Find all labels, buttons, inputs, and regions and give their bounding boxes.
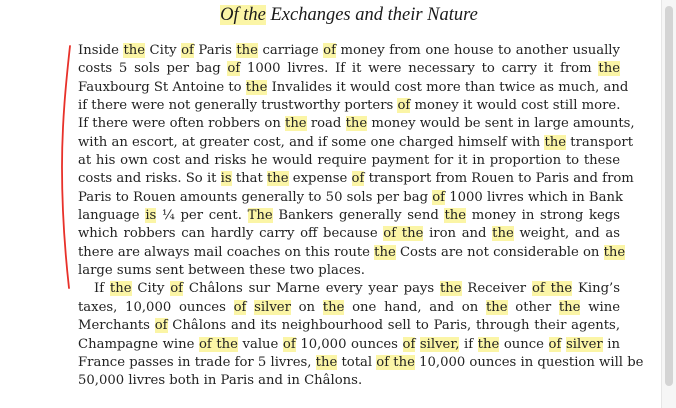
text-run: transport from Rouen to Paris and from bbox=[364, 171, 634, 187]
text-run: value bbox=[237, 336, 283, 352]
highlighted-word: of bbox=[282, 336, 296, 352]
text-line bbox=[78, 225, 620, 243]
text-run: with an escort, at greater cost, and if some one charged himself with bbox=[78, 134, 545, 150]
highlighted-word: silver, bbox=[419, 336, 460, 352]
annotation-stroke bbox=[62, 46, 70, 288]
text-run: large sums sent between these two places. bbox=[78, 263, 365, 279]
text-run: If bbox=[94, 281, 110, 297]
highlighted-word: the bbox=[444, 208, 467, 224]
text-run: 50,000 livres both in Paris and in Châlons. bbox=[78, 373, 363, 389]
highlighted-word: of bbox=[397, 98, 411, 114]
text-run: total bbox=[337, 354, 377, 370]
text-run: Châlons and its neighbourhood sell to Paris, through their agents, bbox=[167, 318, 621, 334]
text-run: road bbox=[306, 116, 346, 132]
highlighted-word: of bbox=[233, 299, 247, 315]
highlighted-word: of the bbox=[531, 281, 573, 297]
text-run: 10,000 ounces bbox=[295, 336, 403, 352]
text-run: transport bbox=[566, 134, 633, 150]
text-run: King’s bbox=[572, 281, 620, 297]
highlighted-word: the bbox=[285, 116, 307, 132]
text-run: ¼ per cent. bbox=[156, 208, 248, 224]
highlighted-word: of bbox=[181, 43, 194, 58]
text-run: money in strong kegs bbox=[466, 208, 620, 224]
vertical-scrollbar[interactable] bbox=[661, 0, 676, 408]
text-run: costs 5 sols per bag bbox=[78, 61, 228, 77]
text-run: there are always mail coaches on this route bbox=[78, 244, 375, 260]
text-run: iron and bbox=[423, 226, 493, 242]
text-run: taxes, 10,000 ounces bbox=[78, 299, 234, 315]
text-line bbox=[78, 115, 635, 133]
text-run: City bbox=[145, 43, 182, 58]
text-run: Bankers generally send bbox=[272, 208, 445, 224]
text-run: which robbers can hardly carry off because bbox=[78, 226, 384, 242]
text-run: that bbox=[231, 171, 267, 187]
text-run: carriage bbox=[257, 43, 324, 58]
margin-annotation-bracket bbox=[50, 42, 80, 292]
text-run: if there were not generally trustworthy porters bbox=[78, 98, 398, 114]
text-line bbox=[78, 97, 620, 115]
highlighted-word: the bbox=[477, 336, 500, 352]
title-highlight: Of the bbox=[220, 5, 266, 25]
highlighted-word: silver bbox=[254, 299, 291, 315]
document-body-text bbox=[78, 42, 644, 391]
text-line bbox=[78, 60, 620, 78]
text-run: expense bbox=[288, 171, 352, 187]
text-run: Champagne wine bbox=[78, 336, 199, 352]
highlighted-word: the bbox=[315, 354, 338, 370]
text-run: at his own cost and risks he would require payment for it in proportion to these bbox=[78, 153, 620, 169]
highlighted-word: of bbox=[351, 171, 365, 187]
highlighted-word: of bbox=[170, 281, 184, 297]
text-line bbox=[78, 79, 629, 97]
text-run: France passes in trade for 5 livres, bbox=[78, 354, 316, 370]
highlighted-word: is bbox=[145, 208, 157, 224]
highlighted-word: the bbox=[603, 244, 626, 260]
highlighted-word: of the bbox=[198, 336, 238, 352]
text-run: Invalides it would cost more than twice as much, and bbox=[267, 79, 629, 95]
highlighted-word: the bbox=[485, 299, 508, 315]
text-run: money would be sent in large amounts, bbox=[367, 116, 635, 132]
highlighted-word: of bbox=[154, 318, 168, 334]
highlighted-word: the bbox=[374, 244, 396, 260]
text-run: Fauxbourg St Antoine to bbox=[78, 79, 246, 95]
highlighted-word: the bbox=[109, 281, 132, 297]
text-line bbox=[78, 244, 626, 262]
title-text: Exchanges and their Nature bbox=[265, 5, 478, 25]
highlighted-word: of bbox=[548, 336, 562, 352]
text-line bbox=[78, 42, 620, 60]
text-run: other bbox=[507, 299, 559, 315]
highlighted-word: the bbox=[123, 43, 146, 58]
text-line bbox=[78, 262, 620, 280]
text-run: ounce bbox=[499, 336, 549, 352]
highlighted-word: of the bbox=[376, 354, 415, 370]
text-run: one hand, and on bbox=[344, 299, 486, 315]
highlighted-word: the bbox=[245, 79, 268, 95]
text-line bbox=[78, 134, 633, 152]
text-line bbox=[78, 170, 634, 188]
highlighted-word: is bbox=[220, 171, 232, 187]
text-line bbox=[78, 354, 644, 372]
text-line bbox=[78, 336, 620, 354]
text-run: Châlons sur Marne every year pays bbox=[183, 281, 440, 297]
text-run: Paris bbox=[193, 43, 237, 58]
highlighted-word: the bbox=[267, 171, 289, 187]
text-run: Receiver bbox=[461, 281, 532, 297]
highlighted-word: of bbox=[323, 43, 336, 58]
text-run: If there were often robbers on bbox=[78, 116, 286, 132]
text-run: weight, and as bbox=[513, 226, 620, 242]
text-run: language bbox=[78, 208, 146, 224]
text-line bbox=[78, 189, 623, 207]
text-run: 1000 livres which in Bank bbox=[445, 189, 623, 205]
page-title bbox=[0, 5, 676, 26]
text-line bbox=[78, 372, 620, 390]
text-run: 10,000 ounces in question will be bbox=[414, 354, 644, 370]
highlighted-word: the bbox=[345, 116, 368, 132]
text-run: Inside bbox=[78, 43, 124, 58]
text-run: costs and risks. So it bbox=[78, 171, 221, 187]
text-run: City bbox=[131, 281, 171, 297]
text-run: Costs are not considerable on bbox=[395, 244, 604, 260]
highlighted-word: the bbox=[598, 61, 621, 77]
text-run: in bbox=[602, 336, 620, 352]
text-run: Paris to Rouen amounts generally to 50 sols per bag bbox=[78, 189, 433, 205]
text-run: wine bbox=[580, 299, 620, 315]
text-run: Merchants bbox=[78, 318, 155, 334]
text-line bbox=[78, 152, 620, 170]
highlighted-word: the bbox=[439, 281, 462, 297]
text-run: on bbox=[290, 299, 323, 315]
text-run: if bbox=[459, 336, 478, 352]
text-run: money from one house to another usually bbox=[336, 43, 620, 58]
text-run: 1000 livres. If it were necessary to carry it from bbox=[240, 61, 599, 77]
highlighted-word: the bbox=[558, 299, 581, 315]
highlighted-word: of bbox=[227, 61, 241, 77]
text-line bbox=[78, 280, 620, 298]
highlighted-word: the bbox=[236, 43, 258, 58]
highlighted-word: of bbox=[432, 189, 446, 205]
highlighted-word: the bbox=[322, 299, 345, 315]
highlighted-word: The bbox=[247, 208, 273, 224]
text-run bbox=[246, 300, 254, 315]
text-line bbox=[78, 317, 620, 335]
text-line bbox=[78, 299, 620, 317]
highlighted-word: of the bbox=[383, 226, 424, 242]
highlighted-word: the bbox=[492, 226, 514, 242]
text-line bbox=[78, 207, 620, 225]
text-run: money it would cost still more. bbox=[410, 98, 621, 114]
highlighted-word: silver bbox=[565, 336, 603, 352]
scrollbar-thumb[interactable] bbox=[665, 6, 673, 386]
highlighted-word: the bbox=[544, 134, 567, 150]
highlighted-word: of bbox=[402, 336, 416, 352]
